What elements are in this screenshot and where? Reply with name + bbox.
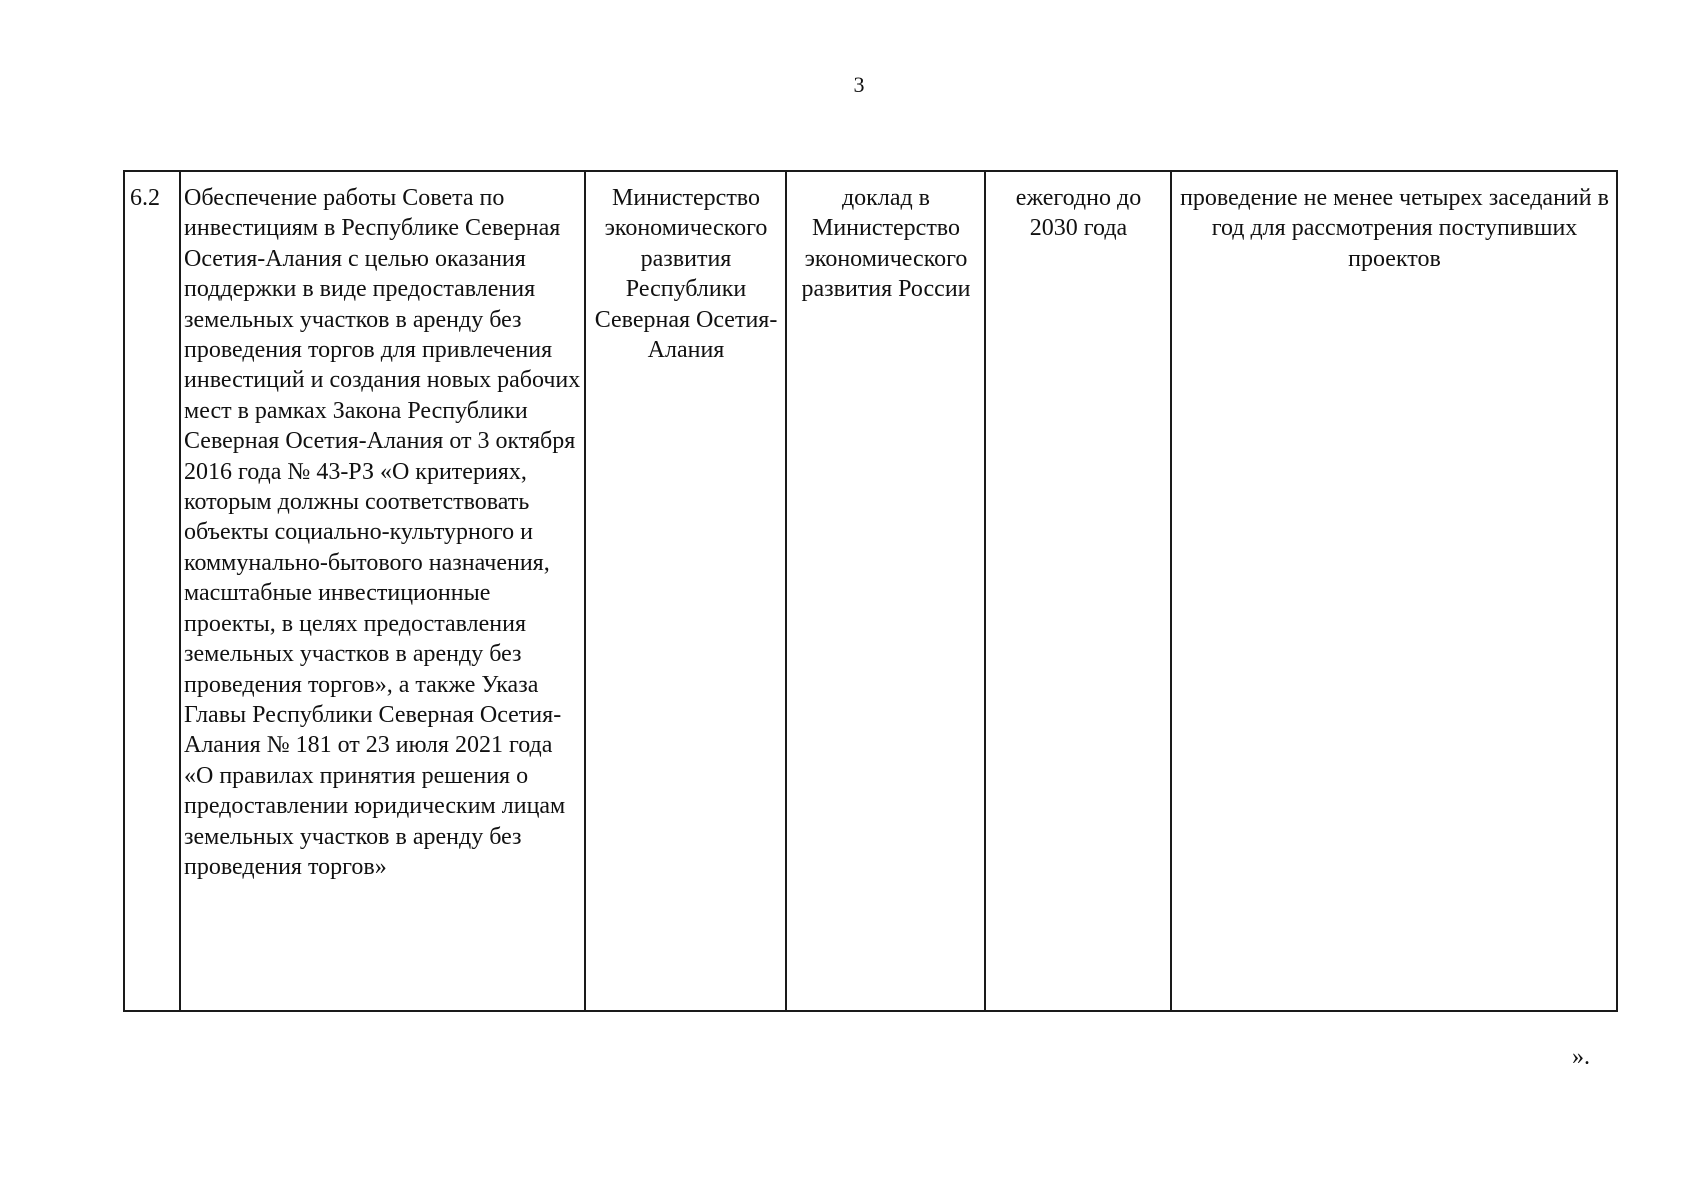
table-row [124,171,1617,1011]
closing-quote-mark: ». [1572,1044,1590,1070]
executor-cell: Министерство экономического развития Республики Северная Осетия-Алания [585,171,786,1011]
measure-description-cell: Обеспечение работы Совета по инвестициям в Республике Северная Осетия-Алания с целью оказания поддержки в виде предоставления земельных участков в аренду без проведения торгов для привлечения инвестиций и создания новых рабочих мест в рамках Закона Республики Северная Осетия-Алания от 3 октября 2016 года № 43-РЗ «О критериях, которым должны соответствовать объекты социально-культурного и коммунально-бытового назначения, масштабные инвестиционные проекты, в целях предоставления земельных участков в аренду без проведения торгов», а также Указа Главы Республики Северная Осетия-Алания № 181 от 23 июля 2021 года «О правилах принятия решения о предоставлении юридическим лицам земельных участков в аренду без проведения торгов» [180,171,585,1011]
item-number-cell: 6.2 [124,171,180,1011]
deadline-cell: ежегодно до 2030 года [985,171,1171,1011]
report-form-cell: доклад в Министерство экономического развития России [786,171,985,1011]
expected-result-cell: проведение не менее четырех заседаний в год для рассмотрения поступивших проектов [1171,171,1617,1011]
page-number: 3 [853,72,865,97]
measures-table [123,170,1618,1012]
